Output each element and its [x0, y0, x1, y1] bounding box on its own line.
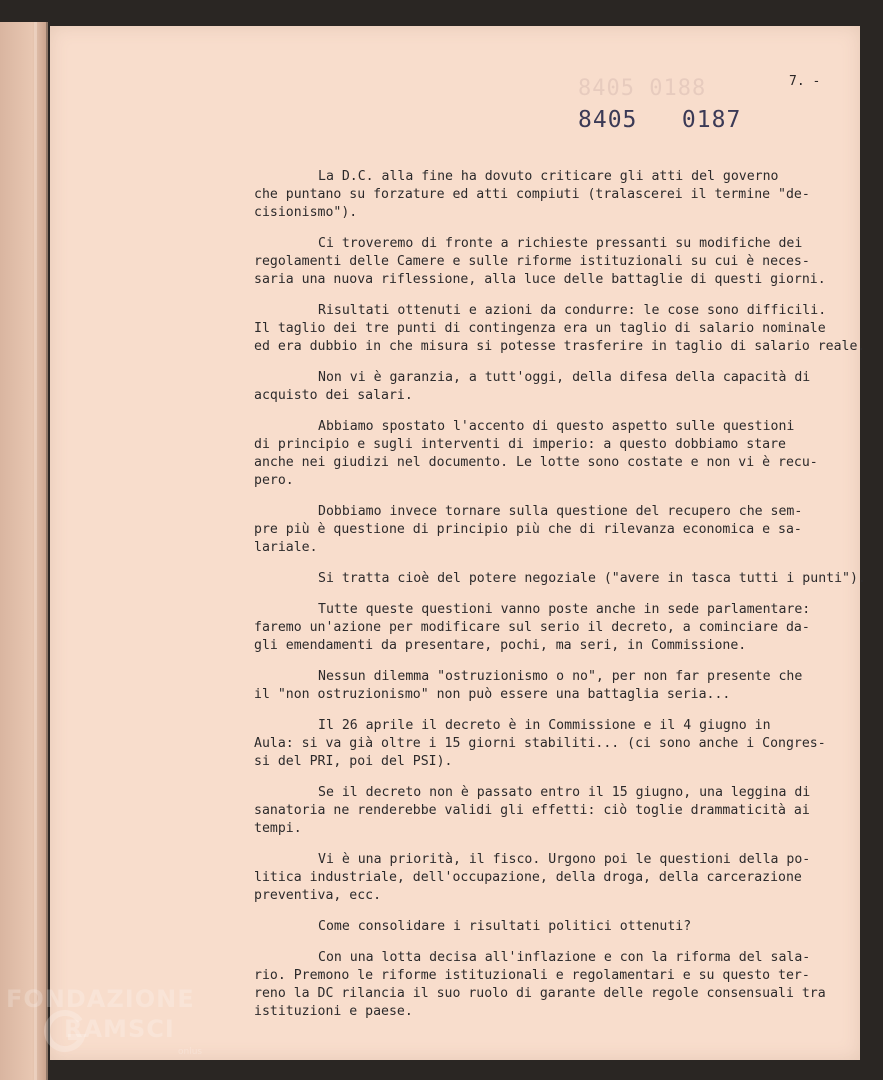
text-line: di principio e sugli interventi di imperio: a questo dobbiamo stare [254, 437, 786, 452]
text-line: lariale. [254, 540, 318, 555]
text-line: Si tratta cioè del potere negoziale ("avere in tasca tutti i punti"). [318, 571, 866, 586]
text-line: regolamenti delle Camere e sulle riforme istituzionali su cui è neces- [254, 254, 810, 269]
text-line: reno la DC rilancia il suo ruolo di garante delle regole consensuali tra [254, 986, 826, 1001]
text-line: pero. [254, 473, 294, 488]
paragraph [254, 503, 874, 557]
text-line: cisionismo"). [254, 205, 358, 220]
text-line: anche nei giudizi nel documento. Le lotte sono costate e non vi è recu- [254, 455, 818, 470]
text-line: Con una lotta decisa all'inflazione e con la riforma del sala- [318, 950, 811, 965]
paragraph [254, 949, 874, 1021]
text-line: preventiva, ecc. [254, 888, 382, 903]
text-line: Risultati ottenuti e azioni da condurre: le cose sono difficili. [318, 303, 827, 318]
document-body [254, 168, 874, 1034]
paragraph [254, 668, 874, 704]
paragraph [254, 601, 874, 655]
text-line: ed era dubbio in che misura si potesse trasferire in taglio di salario reale. [254, 339, 866, 354]
text-line: pre più è questione di principio più che di rilevanza economica e sa- [254, 522, 802, 537]
text-line: saria una nuova riflessione, alla luce delle battaglie di questi giorni. [254, 272, 826, 287]
text-line: litica industriale, dell'occupazione, della droga, della carcerazione [254, 870, 802, 885]
text-line: tempi. [254, 821, 302, 836]
text-line: Ci troveremo di fronte a richieste pressanti su modifiche dei [318, 236, 803, 251]
text-line: gli emendamenti da presentare, pochi, ma seri, in Commissione. [254, 638, 747, 653]
paragraph [254, 918, 874, 936]
paragraph [254, 784, 874, 838]
text-line: Non vi è garanzia, a tutt'oggi, della difesa della capacità di [318, 370, 811, 385]
paragraph [254, 168, 874, 222]
paragraph [254, 369, 874, 405]
text-line: Vi è una priorità, il fisco. Urgono poi le questioni della po- [318, 852, 811, 867]
watermark-line-fondazione: FONDAZIONE [6, 985, 195, 1013]
text-line: rio. Premono le riforme istituzionali e regolamentari e su questo ter- [254, 968, 810, 983]
paragraph [254, 570, 874, 588]
paragraph [254, 235, 874, 289]
text-line: il "non ostruzionismo" non può essere una battaglia seria... [254, 687, 731, 702]
left-page-fold [34, 22, 37, 1080]
paragraph [254, 302, 874, 356]
text-line: faremo un'azione per modificare sul serio il decreto, a cominciare da- [254, 620, 810, 635]
text-line: Il taglio dei tre punti di contingenza era un taglio di salario nominale [254, 321, 826, 336]
watermark-line-onlus: onlus [178, 1047, 203, 1057]
text-line: Nessun dilemma "ostruzionismo o no", per non far presente che [318, 669, 803, 684]
text-line: Come consolidare i risultati politici ottenuti? [318, 919, 692, 934]
text-line: istituzioni e paese. [254, 1004, 413, 1019]
text-line: che puntano su forzature ed atti compiuti (tralascerei il termine "de- [254, 187, 810, 202]
left-page-edge [0, 22, 48, 1080]
text-line: acquisto dei salari. [254, 388, 413, 403]
text-line: Il 26 aprile il decreto è in Commissione e il 4 giugno in [318, 718, 771, 733]
fondazione-gramsci-watermark [6, 985, 226, 1075]
paragraph [254, 717, 874, 771]
paragraph [254, 418, 874, 490]
text-line: sanatoria ne renderebbe validi gli effetti: ciò toglie drammaticità ai [254, 803, 810, 818]
bleed-through-code: 8405 0188 [578, 76, 707, 101]
text-line: Tutte queste questioni vanno poste anche in sede parlamentare: [318, 602, 811, 617]
watermark-line-gramsci: RAMSCI [64, 1015, 175, 1043]
paragraph [254, 851, 874, 905]
page-number: 7. - [789, 74, 821, 89]
text-line: Se il decreto non è passato entro il 15 giugno, una leggina di [318, 785, 811, 800]
text-line: Aula: si va già oltre i 15 giorni stabiliti... (ci sono anche i Congres- [254, 736, 826, 751]
archive-code-stamp: 8405 0187 [578, 107, 742, 133]
text-line: Dobbiamo invece tornare sulla questione del recupero che sem- [318, 504, 803, 519]
text-line: si del PRI, poi del PSI). [254, 754, 453, 769]
text-line: Abbiamo spostato l'accento di questo aspetto sulle questioni [318, 419, 795, 434]
text-line: La D.C. alla fine ha dovuto criticare gli atti del governo [318, 169, 779, 184]
